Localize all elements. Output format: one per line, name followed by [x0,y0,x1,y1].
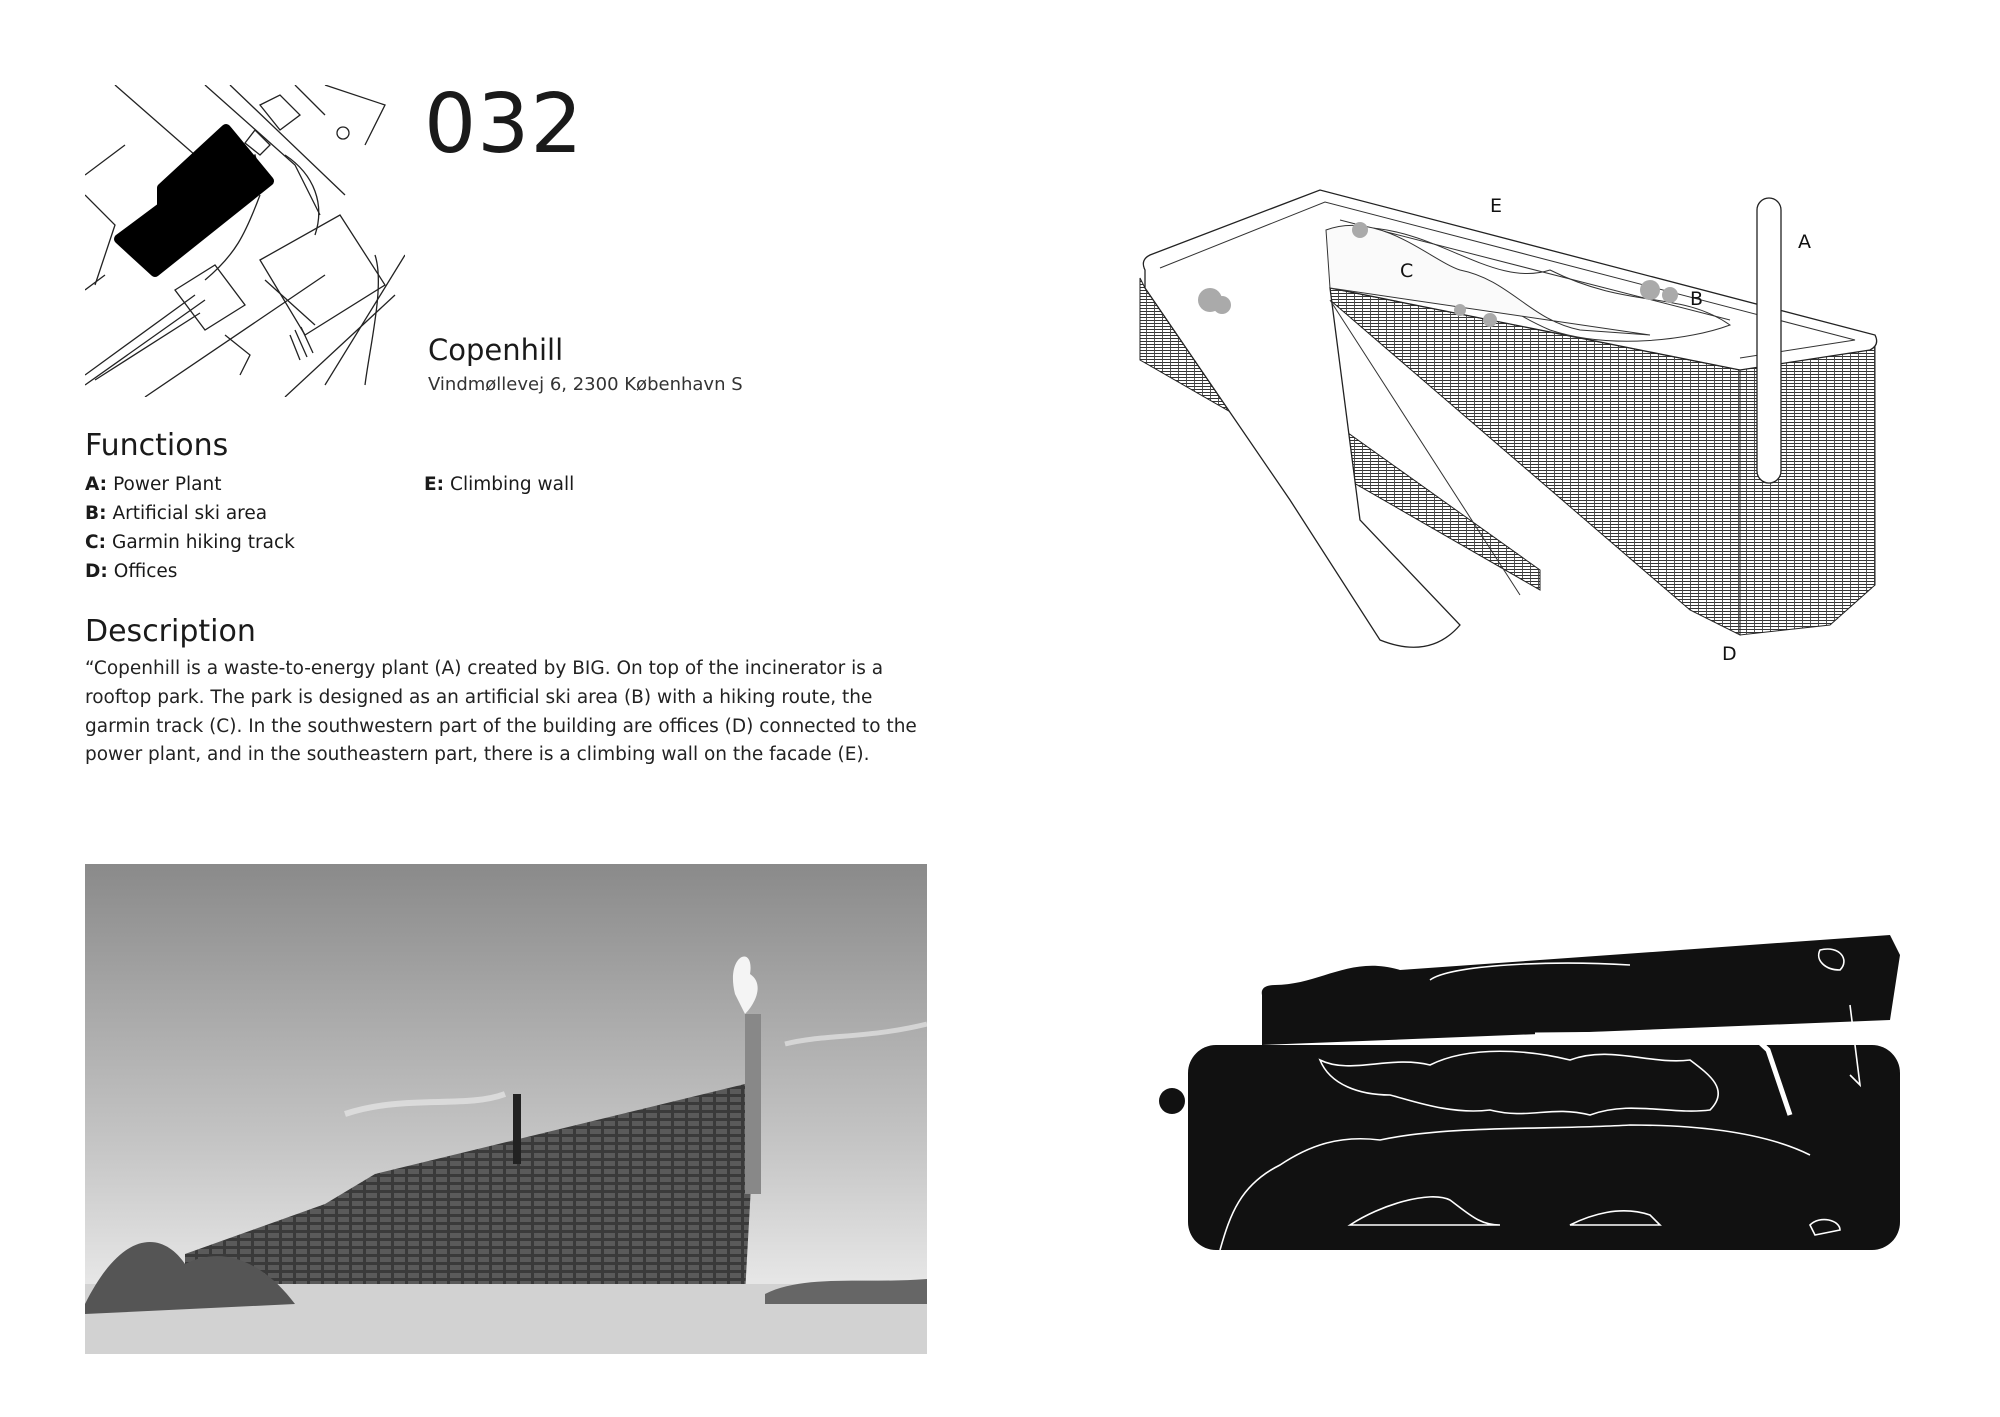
function-key: C: [85,532,106,553]
site-plan-drawing [85,85,405,397]
function-item [85,505,267,524]
function-item [85,534,295,553]
label-c: C [1400,260,1414,282]
function-item [85,563,177,582]
project-number: 032 [424,77,584,172]
function-label: Power Plant [113,474,222,495]
description-heading: Description [85,614,256,649]
axonometric-drawing [1130,170,1900,680]
function-item [85,476,222,495]
function-label: Offices [113,561,178,582]
roof-plan-drawing [1150,925,1900,1265]
label-b: B [1690,288,1704,310]
function-item [424,476,574,495]
function-key: E: [424,474,445,495]
function-label: Garmin hiking track [111,532,295,553]
functions-heading: Functions [85,428,229,463]
function-label: Climbing wall [450,474,575,495]
description-text: “Copenhill is a waste-to-energy plant (A) created by BIG. On top of the incinerator is a rooftop park. The park is designed as an artificial ski area (B) with a hiking route, the garmin track (C). In the southwestern part of the building are offices (D) connected to the power plant, and in the southeastern part, there is a climbing wall on the facade (E). [85,658,917,766]
function-key: A: [85,474,108,495]
project-title: Copenhill [428,333,564,367]
project-address: Vindmøllevej 6, 2300 København S [428,374,743,395]
building-photo [85,864,927,1354]
label-a: A [1798,231,1811,253]
function-label: Artificial ski area [112,503,268,524]
label-e: E [1490,195,1503,217]
function-key: D: [85,561,108,582]
label-d: D [1722,643,1737,665]
function-key: B: [85,503,107,524]
